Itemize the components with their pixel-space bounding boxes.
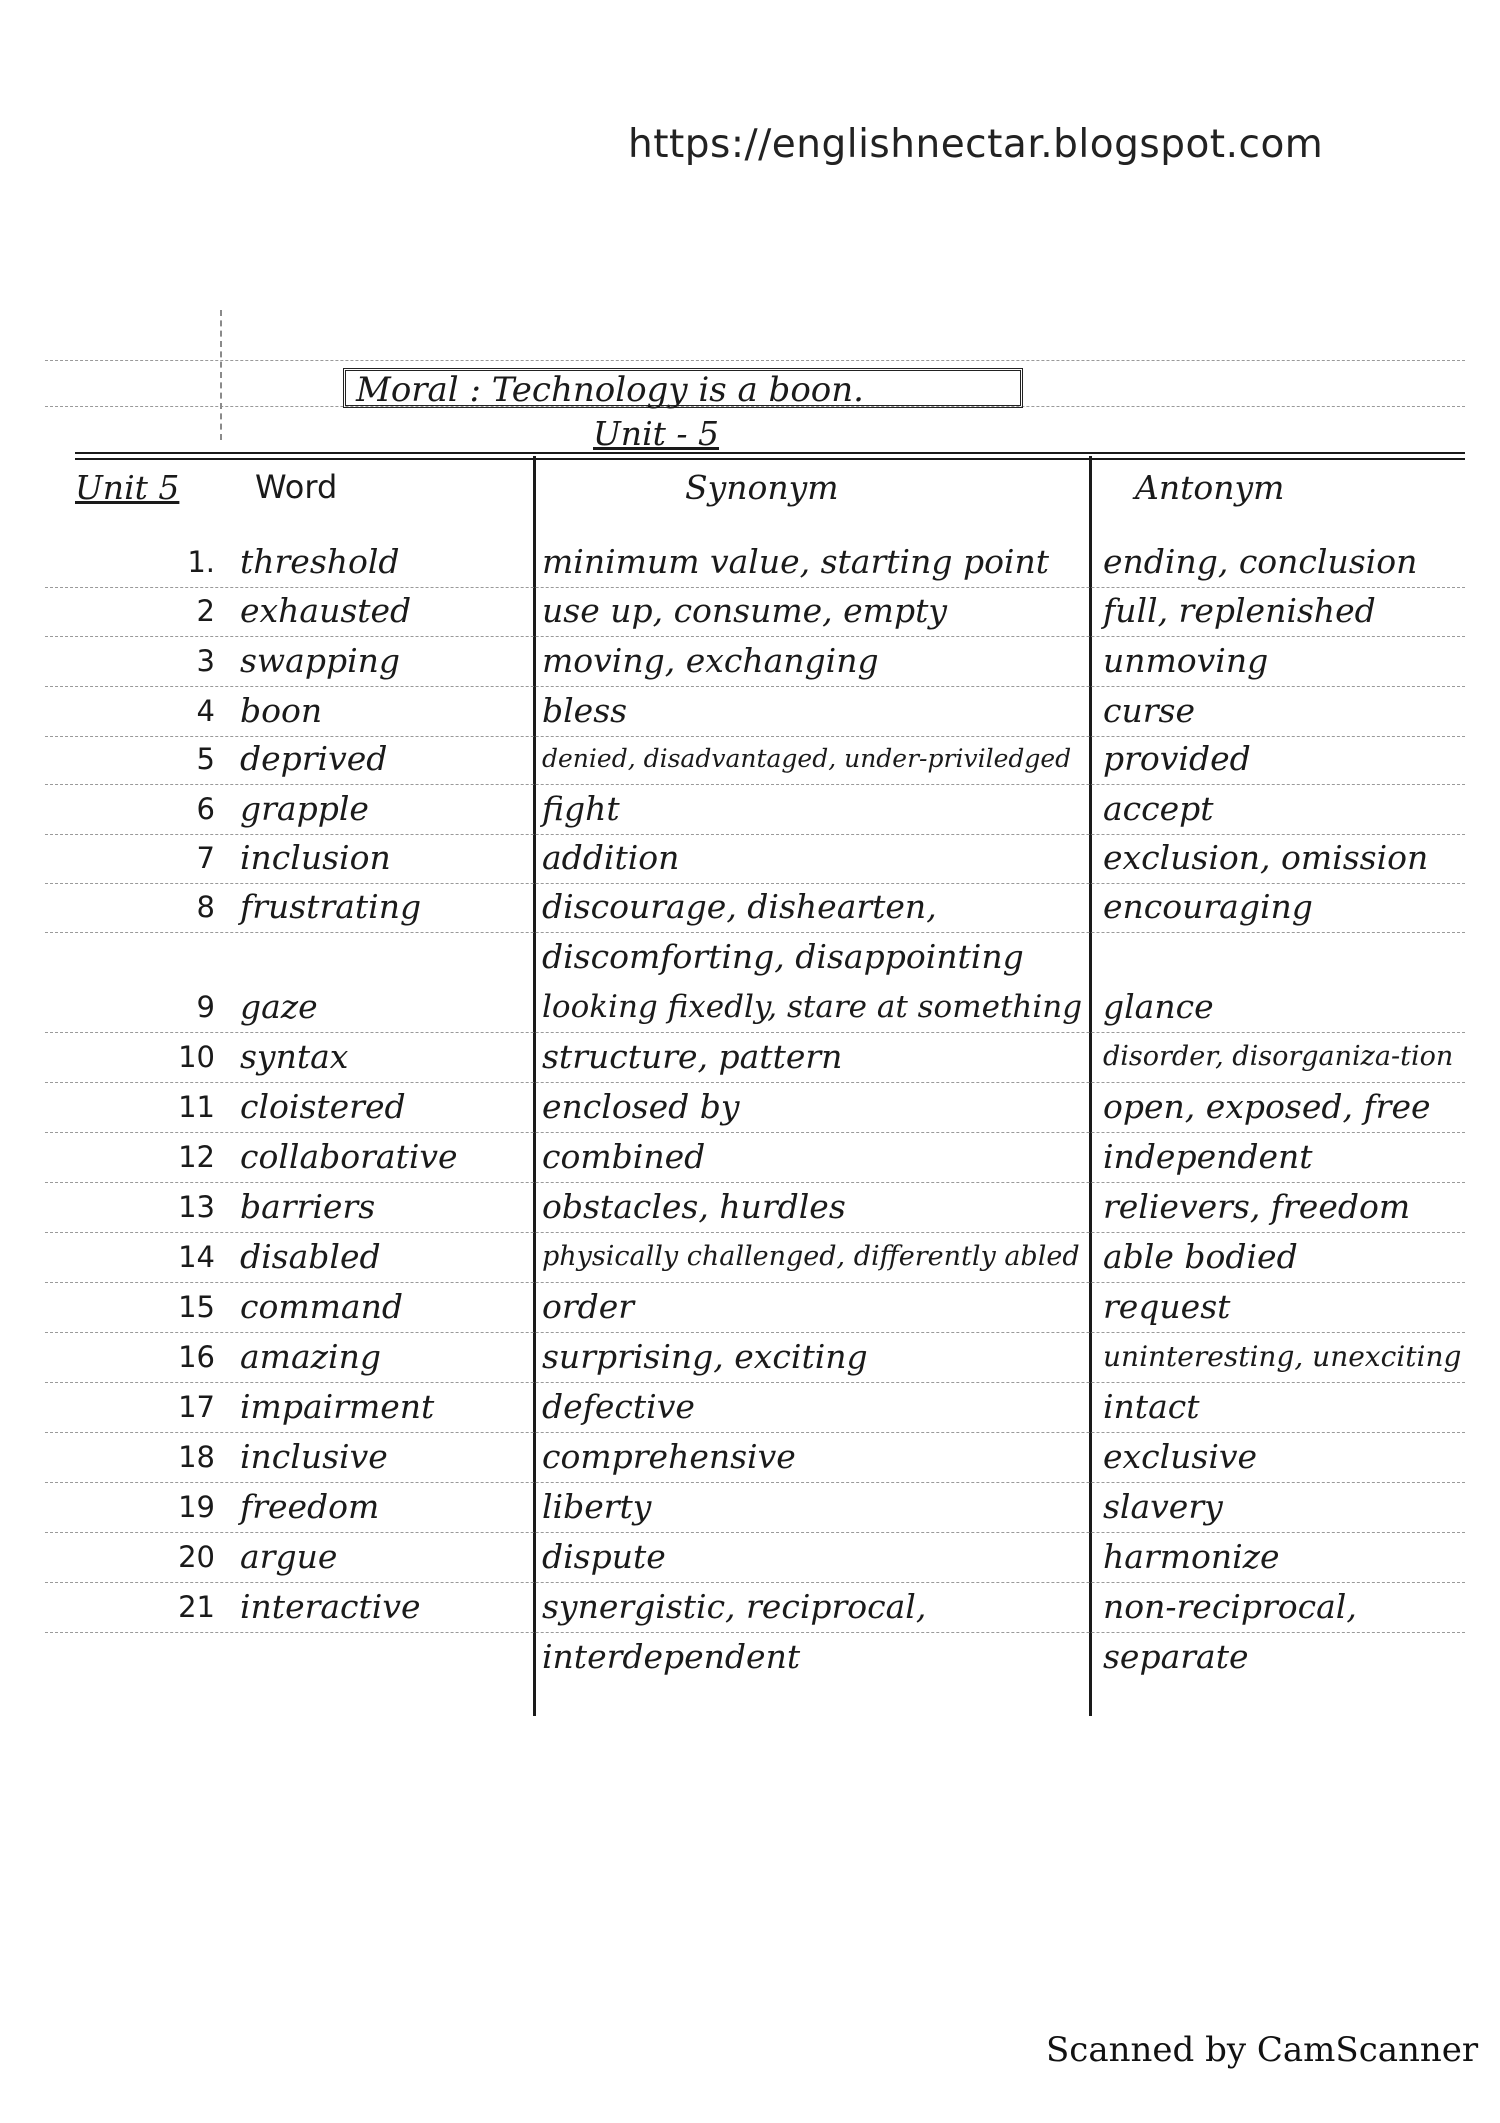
column-header-unit: Unit 5 [75, 468, 180, 507]
table-row [45, 1088, 1465, 1136]
row-word: command [240, 1287, 403, 1326]
table-row [45, 839, 1465, 887]
column-header-word: Word [255, 468, 338, 506]
row-number: 14 [178, 1240, 215, 1274]
row-synonym: obstacles, hurdles [542, 1187, 846, 1226]
row-synonym: synergistic, reciprocal, [542, 1587, 927, 1626]
table-top-rule [75, 452, 1465, 454]
row-synonym: use up, consume, empty [542, 591, 948, 630]
header-url: https://englishnectar.blogspot.com [628, 122, 1324, 167]
row-synonym: fight [542, 789, 620, 828]
row-word: swapping [240, 641, 401, 680]
table-row [45, 1138, 1465, 1186]
ruled-line [45, 784, 1465, 785]
ruled-line [45, 1632, 1465, 1633]
row-word: boon [240, 691, 323, 730]
row-synonym: comprehensive [542, 1437, 796, 1476]
ruled-line [45, 686, 1465, 687]
row-word: frustrating [240, 887, 422, 926]
row-word: threshold [240, 542, 400, 581]
ruled-line [45, 636, 1465, 637]
row-synonym: addition [542, 838, 680, 877]
table-row [45, 1338, 1465, 1386]
row-word: impairment [240, 1387, 435, 1426]
row-number: 18 [178, 1440, 215, 1474]
row-number: 2 [196, 594, 215, 628]
row-word: gaze [240, 987, 318, 1026]
table-row [45, 1238, 1465, 1286]
row-synonym: surprising, exciting [542, 1337, 868, 1376]
table-row [45, 1388, 1465, 1436]
table-row [45, 1288, 1465, 1336]
row-antonym: independent [1103, 1137, 1313, 1176]
ruled-line [45, 1332, 1465, 1333]
row-number: 10 [178, 1040, 215, 1074]
row-synonym: looking fixedly, stare at something [542, 989, 1083, 1025]
row-number: 5 [196, 742, 215, 776]
row-synonym: physically challenged, differently abled [542, 1241, 1080, 1272]
row-synonym: liberty [542, 1487, 652, 1526]
row-number: 13 [178, 1190, 215, 1224]
row-word: grapple [240, 789, 369, 828]
row-antonym: slavery [1103, 1487, 1223, 1526]
table-row [45, 1188, 1465, 1236]
row-word: interactive [240, 1587, 421, 1626]
unit-title: Unit - 5 [593, 414, 720, 453]
row-antonym-continued: separate [1103, 1637, 1249, 1676]
row-synonym: combined [542, 1137, 706, 1176]
scanner-footer: Scanned by CamScanner [1046, 2030, 1479, 2070]
row-number: 7 [196, 841, 215, 875]
row-antonym: provided [1103, 739, 1251, 778]
table-row [45, 1488, 1465, 1536]
ruled-line [45, 1182, 1465, 1183]
row-number: 11 [178, 1090, 215, 1124]
table-row [45, 887, 1465, 976]
table-top-rule-2 [75, 458, 1465, 460]
row-number: 12 [178, 1140, 215, 1174]
ruled-line [45, 883, 1465, 884]
table-row [45, 988, 1465, 1036]
ruled-line [45, 587, 1465, 588]
row-number: 4 [196, 694, 215, 728]
ruled-line [45, 360, 1465, 361]
ruled-line [45, 1132, 1465, 1133]
row-synonym: structure, pattern [542, 1037, 843, 1076]
row-antonym: disorder, disorganiza-tion [1103, 1041, 1454, 1072]
row-antonym: accept [1103, 789, 1214, 828]
row-number: 8 [196, 890, 215, 924]
margin-line [220, 310, 222, 440]
ruled-line [45, 1532, 1465, 1533]
row-word: collaborative [240, 1137, 458, 1176]
row-word: inclusive [240, 1437, 388, 1476]
row-antonym: intact [1103, 1387, 1200, 1426]
row-word: inclusion [240, 838, 391, 877]
notebook-page [45, 300, 1465, 1750]
row-antonym: full, replenished [1103, 591, 1376, 630]
row-number: 20 [178, 1540, 215, 1574]
row-antonym: encouraging [1103, 887, 1313, 926]
row-number: 9 [196, 990, 215, 1024]
ruled-line [45, 932, 1465, 933]
row-word: disabled [240, 1237, 381, 1276]
ruled-line [45, 1432, 1465, 1433]
row-synonym: discourage, dishearten, [542, 887, 937, 926]
table-row [45, 692, 1465, 740]
ruled-line [45, 1282, 1465, 1283]
row-antonym: ending, conclusion [1103, 542, 1418, 581]
row-synonym: moving, exchanging [542, 641, 879, 680]
row-antonym: open, exposed, free [1103, 1087, 1431, 1126]
row-word: freedom [240, 1487, 380, 1526]
row-antonym: able bodied [1103, 1237, 1298, 1276]
row-number: 16 [178, 1340, 215, 1374]
row-number: 21 [178, 1590, 215, 1624]
ruled-line [45, 1082, 1465, 1083]
row-antonym: non-reciprocal, [1103, 1587, 1357, 1626]
row-synonym: bless [542, 691, 628, 730]
row-number: 1. [187, 545, 215, 579]
row-synonym: dispute [542, 1537, 666, 1576]
table-row [45, 1538, 1465, 1586]
row-word: cloistered [240, 1087, 406, 1126]
row-antonym: exclusive [1103, 1437, 1258, 1476]
ruled-line [45, 834, 1465, 835]
column-header-synonym: Synonym [685, 468, 839, 507]
row-antonym: unmoving [1103, 641, 1269, 680]
table-row [45, 1438, 1465, 1486]
table-row [45, 1038, 1465, 1086]
table-row [45, 1587, 1465, 1676]
row-synonym: order [542, 1287, 635, 1326]
row-number: 17 [178, 1390, 215, 1424]
row-word: syntax [240, 1037, 349, 1076]
row-antonym: harmonize [1103, 1537, 1280, 1576]
row-antonym: uninteresting, unexciting [1103, 1340, 1462, 1373]
ruled-line [45, 1482, 1465, 1483]
row-antonym: request [1103, 1287, 1231, 1326]
table-row [45, 543, 1465, 591]
row-number: 6 [196, 792, 215, 826]
ruled-line [45, 736, 1465, 737]
ruled-line [45, 1382, 1465, 1383]
row-antonym: glance [1103, 987, 1214, 1026]
ruled-line [45, 1232, 1465, 1233]
row-word: amazing [240, 1337, 381, 1376]
row-synonym: enclosed by [542, 1087, 740, 1126]
table-row [45, 790, 1465, 838]
row-antonym: relievers, freedom [1103, 1187, 1411, 1226]
row-number: 19 [178, 1490, 215, 1524]
table-row [45, 740, 1465, 788]
row-word: exhausted [240, 591, 412, 630]
row-number: 15 [178, 1290, 215, 1324]
row-synonym: minimum value, starting point [542, 542, 1050, 581]
row-synonym: defective [542, 1387, 695, 1426]
column-header-antonym: Antonym [1135, 468, 1285, 507]
table-row [45, 592, 1465, 640]
ruled-line [45, 1582, 1465, 1583]
row-word: argue [240, 1537, 338, 1576]
ruled-line [45, 1032, 1465, 1033]
moral-box: Moral : Technology is a boon. [343, 368, 1023, 408]
table-row [45, 642, 1465, 690]
row-word: barriers [240, 1187, 376, 1226]
row-antonym: exclusion, omission [1103, 838, 1429, 877]
row-number: 3 [196, 644, 215, 678]
row-antonym: curse [1103, 691, 1195, 730]
row-synonym-continued: interdependent [542, 1637, 801, 1676]
row-synonym-continued: discomforting, disappointing [542, 937, 1024, 976]
row-synonym: denied, disadvantaged, under-priviledged [542, 744, 1072, 773]
row-word: deprived [240, 739, 388, 778]
